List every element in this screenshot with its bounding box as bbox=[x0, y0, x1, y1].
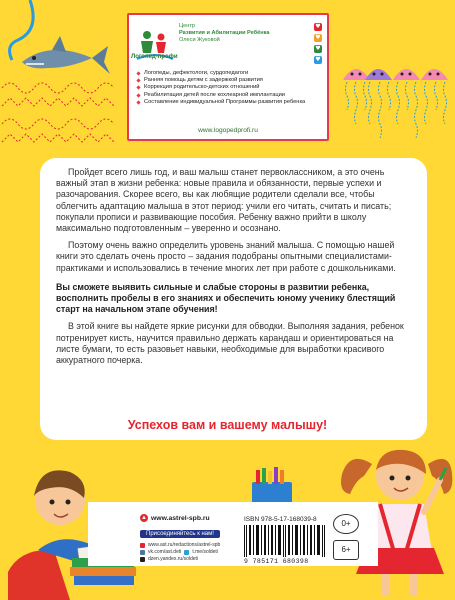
telegram-icon bbox=[184, 550, 189, 555]
intro-paragraph: Пройдет всего лишь год, и ваш малыш станет первоклассником, а это очень важный этап в жизни ребенка: новые правила и обязанности, первые успехи и разочарования. Скорее всего, вы как любящие родители сделали все, чтобы облегчить адаптацию малыша в этот период: учили его читать, считать и писать; покупали прописи и развивающие пособия. Ребенку важно прийти в школу максимально подготовленным – уверенно и осознано. bbox=[56, 167, 392, 234]
age-recommendation-badge: 6+ bbox=[333, 540, 359, 560]
join-us-button[interactable]: Присоединяйтесь к нам! bbox=[140, 530, 220, 538]
service-item: Ранняя помощь детям с задержкой развития bbox=[137, 77, 327, 84]
center-label: Центр bbox=[179, 23, 196, 29]
last-paragraph: В этой книге вы найдете яркие рисунки для обводки. Выполняя задания, ребенок потренирует кисть, научится правильно держать карандаш и ориентироваться на листе бумаги, то есть разовьет навыки, необходимые для выработки красивого аккуратного почерка. bbox=[56, 321, 404, 366]
heart-icon: ♥ bbox=[315, 45, 321, 52]
services-list bbox=[137, 70, 327, 106]
heart-icon: ♥ bbox=[315, 34, 321, 41]
center-title bbox=[179, 23, 270, 44]
success-line: Успехов вам и вашему малышу! bbox=[127, 418, 328, 432]
crayons-illustration bbox=[252, 467, 292, 504]
bold-paragraph: Вы сможете выявить сильные и слабые стороны в развитии ребенка, восполнить пробелы в его знаниях и обеспечить юному ученику блестящий старт на начальном этапе обучения! bbox=[56, 281, 396, 315]
logopedprofi-website-link[interactable]: www.logopedprofi.ru bbox=[198, 127, 258, 134]
isbn: ISBN 978-5-17-168039-8 bbox=[244, 516, 317, 523]
service-item: Составление индивидуальной Программы развития ребенка bbox=[137, 99, 327, 106]
logopedprofi-logo-icon bbox=[135, 21, 175, 69]
center-subtitle: Развития и Абилитации Ребёнка bbox=[179, 30, 270, 36]
service-item: Реабилитация детей после кохлеарной имплантации bbox=[137, 92, 327, 99]
age-rating-badge: 0+ bbox=[333, 514, 359, 534]
social-link[interactable]: vk.com/ast.deti bbox=[148, 549, 182, 555]
barcode-number: 9 785171 680398 bbox=[244, 558, 309, 565]
social-link[interactable]: dzen.yandex.ru/soldeti bbox=[148, 556, 199, 562]
publisher-website-link[interactable]: www.astrel-spb.ru bbox=[151, 514, 210, 522]
social-links bbox=[140, 542, 220, 563]
globe-icon bbox=[140, 543, 145, 548]
service-item: Коррекция родительско-детских отношений bbox=[137, 84, 327, 91]
vk-icon bbox=[140, 550, 145, 555]
heart-icon: ♥ bbox=[315, 23, 321, 30]
second-paragraph: Поэтому очень важно определить уровень знаний малыша. С помощью нашей книги это сделать очень просто – задания подобраны опытными специалистами-практиками и использовались в течение многих лет при работе с дошкольниками. bbox=[56, 240, 396, 273]
publisher-block bbox=[140, 514, 220, 563]
main-text bbox=[56, 167, 410, 372]
card-hearts bbox=[314, 23, 322, 64]
barcode bbox=[244, 525, 326, 557]
social-link[interactable]: www.ast.ru/redactions/astrel-spb bbox=[148, 542, 221, 548]
logo-wordmark: Логопед-профи bbox=[131, 54, 178, 60]
center-person: Олеси Жуковой bbox=[179, 37, 220, 43]
logopedprofi-info-card bbox=[127, 13, 329, 141]
astrel-logo-icon: ▲ bbox=[141, 515, 147, 521]
service-item: Логопеды, дефектологи, сурдопедагоги bbox=[137, 70, 327, 77]
social-link[interactable]: t.me/soldeti bbox=[192, 549, 218, 555]
dzen-icon bbox=[140, 557, 145, 562]
heart-icon: ♥ bbox=[315, 56, 321, 63]
